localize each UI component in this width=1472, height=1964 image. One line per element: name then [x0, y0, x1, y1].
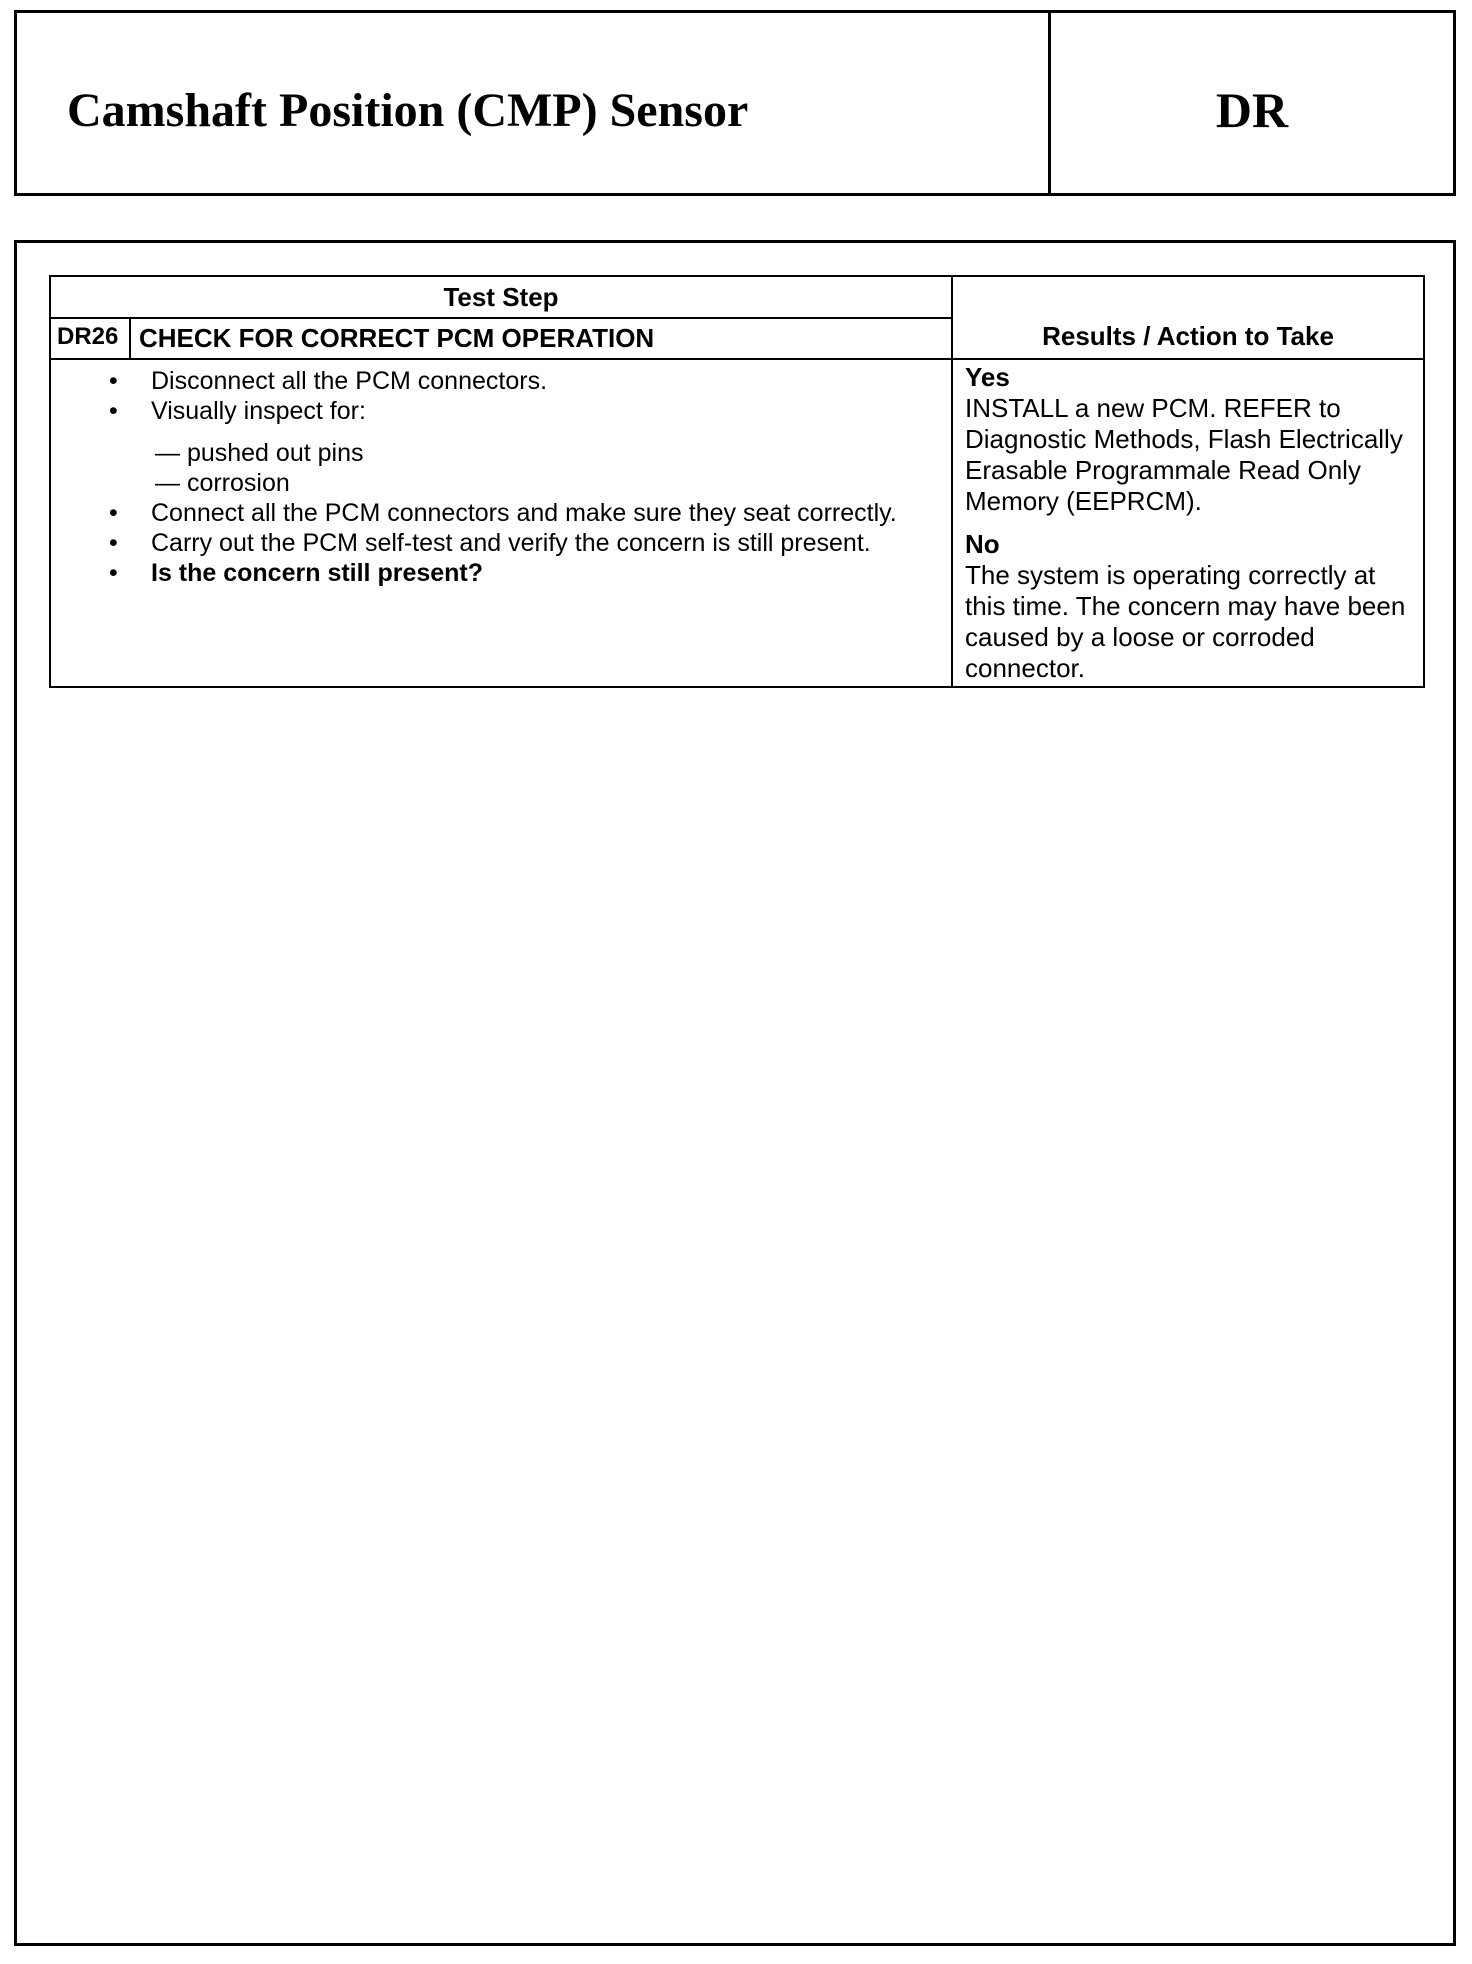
page-header — [14, 10, 1456, 196]
instruction-item: • Disconnect all the PCM connectors. — [109, 367, 548, 395]
content-frame — [14, 240, 1456, 1946]
inspect-item: — corrosion — [155, 469, 290, 497]
step-content-row — [50, 359, 1424, 687]
diagnostic-table — [49, 275, 1425, 688]
question-item: • Is the concern still present? — [109, 559, 484, 587]
bullet-icon: • — [109, 397, 118, 425]
inspect-list — [151, 438, 911, 498]
test-step-header: Test Step — [50, 276, 952, 318]
page-title: Camshaft Position (CMP) Sensor — [17, 13, 1051, 193]
step-title: CHECK FOR CORRECT PCM OPERATION — [130, 318, 952, 359]
bullet-icon: • — [109, 367, 118, 395]
results-header: Results / Action to Take — [952, 276, 1424, 359]
bullet-icon: • — [109, 559, 118, 587]
bullet-icon: • — [109, 529, 118, 557]
step-id: DR26 — [50, 318, 130, 359]
table-header-row — [50, 276, 1424, 318]
bullet-icon: • — [109, 499, 118, 527]
no-label: No — [965, 529, 1000, 559]
instruction-item: • Visually inspect for: — pushed out pins — corrosion — [151, 396, 951, 498]
yes-label: Yes — [965, 362, 1010, 392]
instruction-item: • Connect all the PCM connectors and make sure they seat correctly. — [109, 499, 897, 527]
instruction-item: • Carry out the PCM self-test and verify the concern is still present. — [109, 529, 871, 557]
yes-action: INSTALL a new PCM. REFER to Diagnostic Methods, Flash Electrically Erasable Programmale Read Only Memory (EEPRCM). — [965, 393, 1403, 516]
no-action: The system is operating correctly at this time. The concern may have been caused by a loose or corroded connector. — [965, 560, 1406, 683]
inspect-item: — pushed out pins — [155, 439, 364, 467]
instruction-list — [51, 366, 951, 588]
results-cell — [952, 359, 1424, 687]
step-instructions — [50, 359, 952, 687]
section-code: DR — [1215, 82, 1289, 138]
